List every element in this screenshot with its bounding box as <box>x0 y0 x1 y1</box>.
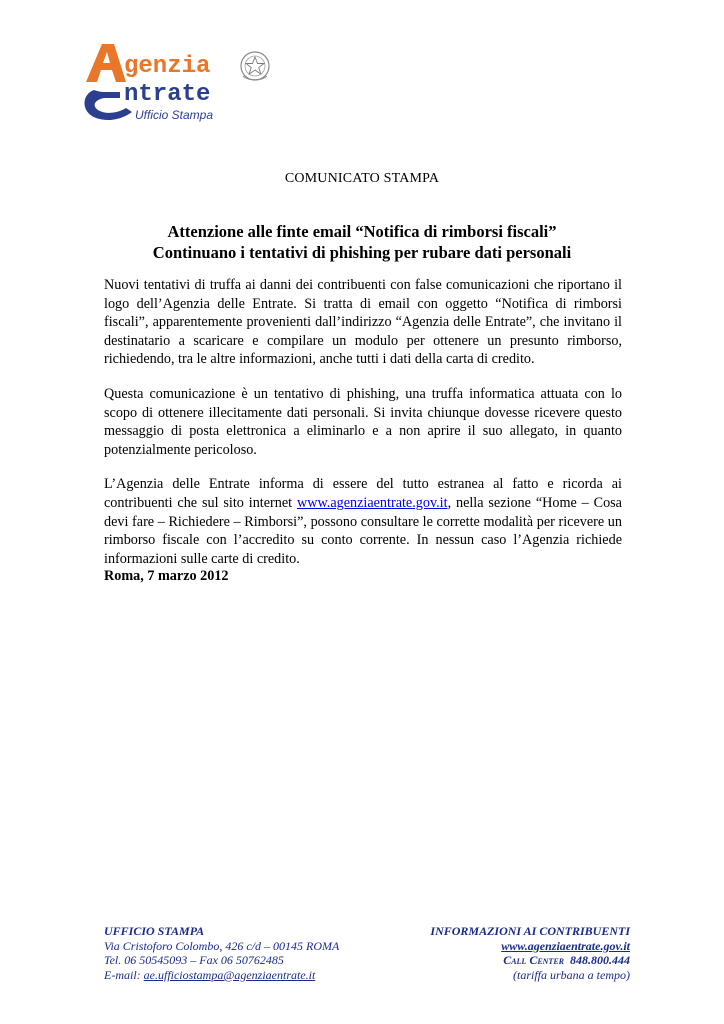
press-office-address: Via Cristoforo Colombo, 426 c/d – 00145 ROMA <box>104 938 340 953</box>
paragraph-3-intro: L’Agenzia delle Entrate informa di essere del tutto estranea al fatto e ricorda ai contribuenti che sul sito internet <box>104 476 622 511</box>
body-paragraph-2: Questa comunicazione è un tentativo di phishing, una truffa informatica attuata con lo scopo di ottenere illecitamente dati personali. Si invita chiunque dovesse ricevere questo messaggio di posta elettronica a eliminarlo e a non aprire il suo allegato, in quanto potenzialmente pericoloso. <box>104 385 622 458</box>
logo-letter-a <box>86 44 126 82</box>
press-release-body <box>104 276 622 584</box>
call-center-label: Call Center <box>503 953 564 968</box>
press-office-email-line <box>104 968 339 983</box>
taxpayer-info-heading: INFORMAZIONI AI CONTRIBUENTI <box>430 924 630 938</box>
republic-emblem-icon <box>241 52 269 80</box>
call-center-number: 848.800.444 <box>570 953 630 968</box>
body-paragraph-3 <box>104 475 622 568</box>
call-center-tariff: (tariffa urbana a tempo) <box>513 967 630 982</box>
office-label: Ufficio Stampa <box>135 108 214 122</box>
press-office-email-link[interactable]: ae.ufficiostampa@agenziaentrate.it <box>143 967 316 982</box>
call-center-line <box>430 953 630 968</box>
dateline: Roma, 7 marzo 2012 <box>104 568 229 584</box>
press-office-contacts <box>104 924 339 982</box>
logo-text-genzia: genzia <box>124 53 211 80</box>
body-paragraph-1: Nuovi tentativi di truffa ai danni dei contribuenti con false comunicazioni che riportano il logo dell’Agenzia delle Entrate. Si tratta di email con oggetto “Notifica di rimborsi fiscali”, apparentemente provenienti dall’indirizzo “Agenzia delle Entrate”, che invitano il destinatario a scaricare e compilare un modulo per ottenere un presunto rimborso, richiedendo, tra le altre informazioni, anche tutti i dati della carta di credito. <box>104 277 622 368</box>
title-line-1: Attenzione alle finte email “Notifica di rimborsi fiscali” <box>167 222 557 241</box>
press-office-phone: Tel. 06 50545093 – Fax 06 50762485 <box>104 953 284 968</box>
footer-website-link[interactable]: www.agenziaentrate.gov.it <box>501 938 630 953</box>
press-office-heading: UFFICIO STAMPA <box>104 924 205 938</box>
taxpayer-info-contacts <box>430 924 630 982</box>
email-label: E-mail: <box>104 967 144 982</box>
logo-text-ntrate: ntrate <box>124 81 211 108</box>
paragraph-3-rest: , nella sezione “Home – Cosa devi fare – Richiedere – Rimborsi”, possono consultare le corrette modalità per ricevere un rimborso fiscale con l’accredito su conto corrente. In nessun caso l’Agenzia richiede informazioni sulle carte di credito. <box>104 494 622 567</box>
document-type: COMUNICATO STAMPA <box>284 171 440 186</box>
agency-website-link[interactable]: www.agenziaentrate.gov.it <box>296 494 448 511</box>
press-release-title <box>0 221 724 263</box>
title-line-2: Continuano i tentativi di phishing per rubare dati personali <box>152 243 572 262</box>
